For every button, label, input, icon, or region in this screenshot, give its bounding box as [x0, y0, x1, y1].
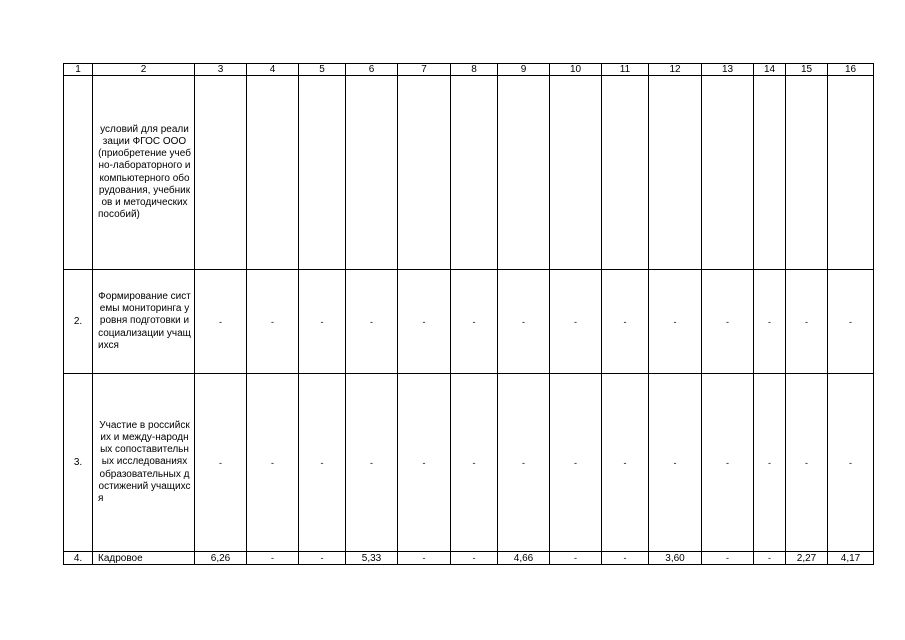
row-description: Формирование системы мониторинга уровня подготовки и социализации учащихся	[93, 270, 195, 374]
table-cell	[398, 76, 451, 270]
table-cell: -	[299, 552, 346, 565]
column-number: 4	[247, 64, 299, 76]
column-number: 14	[754, 64, 786, 76]
table-cell: -	[754, 552, 786, 565]
column-number: 13	[702, 64, 754, 76]
table-cell	[702, 76, 754, 270]
table-cell: -	[754, 270, 786, 374]
table-cell: -	[195, 374, 247, 552]
table-cell	[498, 76, 550, 270]
table-cell: -	[346, 270, 398, 374]
column-number: 11	[602, 64, 649, 76]
table-cell: -	[702, 270, 754, 374]
table-cell: -	[602, 552, 649, 565]
table-cell: 5,33	[346, 552, 398, 565]
table-cell	[247, 76, 299, 270]
table-row	[64, 270, 874, 374]
table-cell: -	[828, 374, 874, 552]
data-table	[63, 63, 874, 565]
table-cell: -	[702, 374, 754, 552]
table-cell: -	[398, 270, 451, 374]
table-cell	[195, 76, 247, 270]
table-cell: -	[649, 374, 702, 552]
table-cell	[451, 76, 498, 270]
row-number: 2.	[64, 270, 93, 374]
table-row	[64, 552, 874, 565]
table-cell: -	[550, 374, 602, 552]
row-description: Кадровое	[93, 552, 195, 565]
table-row	[64, 374, 874, 552]
table-cell: 6,26	[195, 552, 247, 565]
table-cell: -	[786, 374, 828, 552]
table-cell: -	[550, 552, 602, 565]
header-row	[64, 64, 874, 76]
table-cell	[602, 76, 649, 270]
table-cell: 3,60	[649, 552, 702, 565]
table-cell: -	[299, 270, 346, 374]
row-description: условий для реализации ФГОС ООО (приобретение учебно-лабораторного и компьютерного оборудования, учебников и методических пособий)	[93, 76, 195, 270]
table-cell: -	[451, 374, 498, 552]
table-cell: -	[346, 374, 398, 552]
table-cell	[754, 76, 786, 270]
table-cell: -	[498, 374, 550, 552]
table-cell: -	[754, 374, 786, 552]
table-cell	[828, 76, 874, 270]
table-cell: -	[398, 374, 451, 552]
column-number: 8	[451, 64, 498, 76]
table-cell: -	[702, 552, 754, 565]
table-cell: -	[247, 270, 299, 374]
column-number: 10	[550, 64, 602, 76]
table-cell: -	[550, 270, 602, 374]
table-cell: -	[195, 270, 247, 374]
row-number: 3.	[64, 374, 93, 552]
table-cell: -	[786, 270, 828, 374]
row-description: Участие в российских и между-народных сопоставительных исследованиях образовательных достижений учащихся	[93, 374, 195, 552]
table-cell: -	[451, 552, 498, 565]
table-cell: -	[451, 270, 498, 374]
table-cell: -	[649, 270, 702, 374]
table-row	[64, 76, 874, 270]
table-cell	[346, 76, 398, 270]
column-number: 6	[346, 64, 398, 76]
column-number: 12	[649, 64, 702, 76]
table-cell: 4,17	[828, 552, 874, 565]
table-cell: 2,27	[786, 552, 828, 565]
table-cell	[550, 76, 602, 270]
column-number: 5	[299, 64, 346, 76]
column-number: 15	[786, 64, 828, 76]
column-number: 9	[498, 64, 550, 76]
table-cell: -	[247, 552, 299, 565]
column-number: 2	[93, 64, 195, 76]
row-number	[64, 76, 93, 270]
table-cell: -	[247, 374, 299, 552]
table-cell	[299, 76, 346, 270]
column-number: 3	[195, 64, 247, 76]
column-number: 1	[64, 64, 93, 76]
table-cell: -	[299, 374, 346, 552]
table-cell: -	[828, 270, 874, 374]
table-cell: -	[602, 374, 649, 552]
table-cell: -	[398, 552, 451, 565]
table-cell: 4,66	[498, 552, 550, 565]
table-cell	[786, 76, 828, 270]
row-number: 4.	[64, 552, 93, 565]
column-number: 16	[828, 64, 874, 76]
table-cell: -	[602, 270, 649, 374]
column-number: 7	[398, 64, 451, 76]
table-cell: -	[498, 270, 550, 374]
table-cell	[649, 76, 702, 270]
